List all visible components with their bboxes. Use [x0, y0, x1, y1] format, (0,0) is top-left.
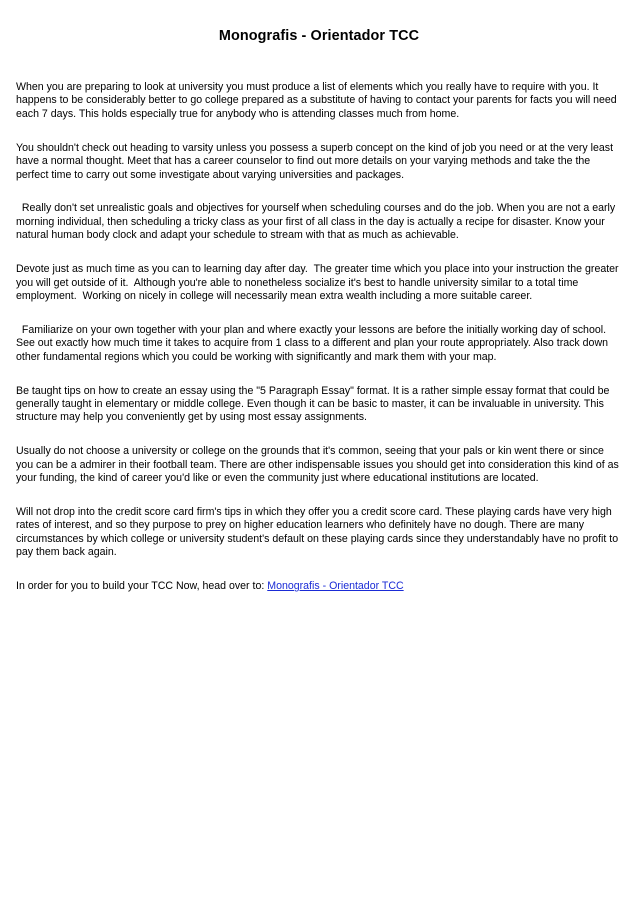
- paragraph-2: You shouldn't check out heading to varsity unless you possess a superb concept on the kind of job you need or at the very least have a normal thought. Meet that has a career counselor to find out more details on your varying methods and take the the perfect time to carry out some investigate about varying universities and packages.: [16, 141, 614, 181]
- paragraph-4: Devote just as much time as you can to learning day after day. The greater time which you place into your instruction the greater you will get outside of it. Although you're able to nonetheless socialize it's best to handle university similar to a total time employment. Working on nicely in college will necessarily mean extra wealth including a more suitable career.: [16, 263, 622, 302]
- paragraph-7: Usually do not choose a university or college on the grounds that it's common, seeing that your pals or kin went there or since you can be a admirer in their football team. There are other indispensable issues you should get into consideration this kind of as your funding, the kind of career you'd like or even the community just where educational institutions are located.: [16, 445, 619, 485]
- paragraph-3: Really don't set unrealistic goals and objectives for yourself when scheduling courses and do the job. When you are not a early morning individual, then scheduling a tricky class as your first of all class in the day is actually a recipe for disaster. Know your natural human body clock and adapt your schedule to stream with that as much as achievable.: [16, 202, 619, 242]
- closing-paragraph: [16, 580, 622, 593]
- paragraph-5: Familiarize on your own together with your plan and where exactly your lessons are before the initially working day of school. See out exactly how much time it takes to acquire from 1 class to a different and plan your route appropriately. Also track down other fundamental regions which you could be working with significantly and mark them with your map.: [16, 323, 611, 363]
- closing-text: In order for you to build your TCC Now, head over to:: [16, 580, 268, 593]
- orientador-tcc-link[interactable]: Monografis - Orientador TCC: [267, 580, 404, 593]
- paragraph-8: Will not drop into the credit score card firm's tips in which they offer you a credit score card. These playing cards have very high rates of interest, and so they purpose to prey on higher education learners who definitely have no dough. There are many circumstances by which college or university student's default on these playing cards since they understandably have no profit to pay them back again.: [16, 506, 619, 559]
- paragraph-6: Be taught tips on how to create an essay using the "5 Paragraph Essay" format. It is a rather simple essay format that could be generally taught in elementary or middle college. Even though it can be basic to master, it can be invaluable in university. This structure may help you conveniently get by using most essay assignments.: [16, 384, 610, 424]
- paragraph-1: When you are preparing to look at university you must produce a list of elements which you really have to require with you. It happens to be considerably better to go college prepared as a substitute of having to contact your parents for facts you will need each 7 days. This holds especially true for anybody who is attending classes much from home.: [16, 81, 617, 120]
- page-title: Monografis - Orientador TCC: [218, 28, 420, 44]
